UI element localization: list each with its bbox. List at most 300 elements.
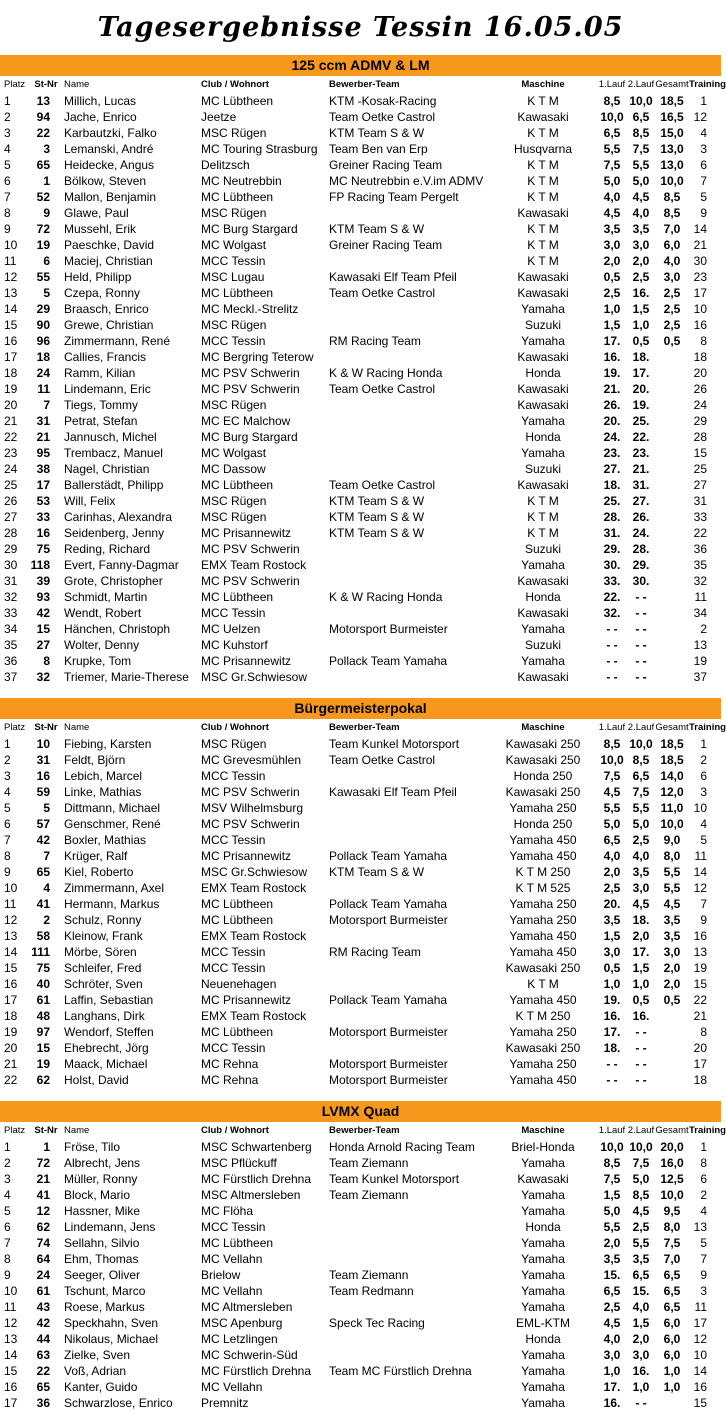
cell-machine: Kawasaki — [517, 110, 569, 124]
cell-training: 15 — [693, 977, 707, 991]
cell-start-number: 52 — [36, 190, 50, 204]
cell-platz: 28 — [4, 526, 18, 540]
cell-machine: Suzuki — [524, 462, 562, 476]
cell-training: 10 — [693, 302, 707, 316]
table-row — [0, 509, 721, 525]
cell-run-1: 4,0 — [603, 1332, 621, 1346]
cell-run-1: 2,0 — [603, 865, 621, 879]
table-row — [0, 848, 721, 864]
table-row — [0, 109, 721, 125]
cell-platz: 34 — [4, 622, 18, 636]
cell-platz: 3 — [4, 1172, 11, 1186]
cell-training: 21 — [693, 1009, 707, 1023]
cell-total — [655, 653, 689, 669]
cell-run-2: 4,0 — [632, 1300, 650, 1314]
cell-run-2: 23. — [632, 446, 650, 460]
cell-run-2: 30. — [632, 574, 650, 588]
cell-platz: 13 — [4, 1332, 18, 1346]
cell-training: 28 — [693, 430, 707, 444]
cell-run-1: 3,5 — [603, 1252, 621, 1266]
cell-total — [655, 413, 689, 429]
table-row — [0, 880, 721, 896]
cell-run-1: 8,5 — [603, 1156, 621, 1170]
cell-club: MSC Altmersleben — [201, 1188, 301, 1202]
cell-run-1: 29. — [603, 542, 621, 556]
cell-name: Genschmer, René — [64, 817, 161, 831]
cell-training: 17 — [693, 286, 707, 300]
cell-machine: Yamaha — [521, 1236, 565, 1250]
cell-name: Block, Mario — [64, 1188, 131, 1202]
table-row — [0, 736, 721, 752]
table-row — [0, 141, 721, 157]
cell-team — [329, 397, 489, 413]
column-header-machine: Maschine — [521, 1125, 565, 1136]
cell-platz: 3 — [4, 126, 11, 140]
cell-platz: 12 — [4, 1316, 18, 1330]
cell-training: 2 — [700, 622, 707, 636]
cell-name: Krüger, Ralf — [64, 849, 128, 863]
cell-training: 16 — [693, 929, 707, 943]
cell-name: Maack, Michael — [64, 1057, 148, 1071]
cell-machine: Honda — [525, 590, 561, 604]
cell-machine: Yamaha — [521, 1252, 565, 1266]
cell-start-number: 75 — [36, 961, 50, 975]
cell-run-1: 10,0 — [600, 110, 624, 124]
cell-name: Lindemann, Eric — [64, 382, 151, 396]
cell-machine: Suzuki — [524, 318, 562, 332]
column-header-training: Training — [689, 722, 726, 733]
cell-run-1: 1,0 — [603, 302, 621, 316]
cell-total — [655, 1056, 689, 1072]
cell-platz: 2 — [4, 753, 11, 767]
cell-platz: 35 — [4, 638, 18, 652]
cell-total — [655, 397, 689, 413]
cell-run-1: 10,0 — [600, 1140, 624, 1154]
cell-club: MSC Rügen — [201, 510, 267, 524]
cell-training: 18 — [693, 350, 707, 364]
cell-machine: Yamaha — [521, 654, 565, 668]
cell-run-1: 7,5 — [603, 158, 621, 172]
cell-name: Czepa, Ronny — [64, 286, 141, 300]
cell-machine: Kawasaki — [517, 478, 569, 492]
cell-name: Hassner, Mike — [64, 1204, 141, 1218]
column-header-run-2: 2.Lauf — [627, 1125, 655, 1136]
cell-run-1: - - — [606, 670, 618, 684]
cell-start-number: 21 — [36, 430, 50, 444]
cell-run-1: 8,5 — [603, 737, 621, 751]
cell-platz: 7 — [4, 1236, 11, 1250]
table-row — [0, 896, 721, 912]
cell-total: 7,0 — [663, 1252, 681, 1266]
cell-name: Ramm, Kilian — [64, 366, 136, 380]
cell-machine: Honda — [525, 366, 561, 380]
cell-team — [329, 413, 489, 429]
cell-run-2: 15. — [632, 1284, 650, 1298]
cell-total: 9,0 — [663, 833, 681, 847]
cell-run-1: 10,0 — [600, 753, 624, 767]
cell-name: Held, Philipp — [64, 270, 132, 284]
cell-club: MC Prisannewitz — [201, 993, 292, 1007]
cell-training: 24 — [693, 398, 707, 412]
cell-name: Bölkow, Steven — [64, 174, 147, 188]
cell-team — [329, 1040, 489, 1056]
cell-total — [655, 621, 689, 637]
cell-name: Zimmermann, Axel — [64, 881, 165, 895]
cell-machine: Kawasaki — [517, 574, 569, 588]
cell-total: 11,0 — [660, 801, 684, 815]
cell-club: MC Flöha — [201, 1204, 254, 1218]
cell-platz: 20 — [4, 398, 18, 412]
cell-machine: Yamaha — [521, 1284, 565, 1298]
cell-training: 6 — [700, 769, 707, 783]
cell-name: Dittmann, Michael — [64, 801, 161, 815]
cell-run-1: 4,0 — [603, 190, 621, 204]
cell-total: 4,0 — [663, 254, 681, 268]
cell-platz: 16 — [4, 1380, 18, 1394]
cell-name: Heidecke, Angus — [64, 158, 155, 172]
cell-machine: Kawasaki — [517, 206, 569, 220]
cell-team — [329, 800, 489, 816]
cell-start-number: 5 — [43, 801, 50, 815]
cell-platz: 31 — [4, 574, 18, 588]
section-title: LVMX Quad — [0, 1101, 721, 1122]
cell-run-2: 2,0 — [632, 1332, 650, 1346]
cell-total — [655, 1008, 689, 1024]
cell-machine: Yamaha 450 — [509, 929, 577, 943]
cell-run-2: 17. — [632, 945, 650, 959]
cell-machine: Yamaha — [521, 622, 565, 636]
table-row — [0, 960, 721, 976]
cell-training: 20 — [693, 1041, 707, 1055]
cell-platz: 8 — [4, 849, 11, 863]
cell-machine: Honda — [525, 1220, 561, 1234]
cell-team: Motorsport Burmeister — [329, 913, 448, 927]
cell-run-1: 16. — [603, 350, 621, 364]
cell-name: Ehm, Thomas — [64, 1252, 139, 1266]
cell-machine: Kawasaki — [517, 270, 569, 284]
cell-total: 16,0 — [660, 1156, 684, 1170]
table-row — [0, 816, 721, 832]
cell-start-number: 16 — [36, 769, 50, 783]
cell-machine: Yamaha — [521, 1300, 565, 1314]
section-title: Bürgermeisterpokal — [0, 698, 721, 719]
cell-club: MC Prisannewitz — [201, 849, 292, 863]
cell-training: 1 — [700, 737, 707, 751]
cell-platz: 3 — [4, 769, 11, 783]
column-header-name: Name — [64, 1125, 90, 1136]
cell-total: 8,5 — [663, 206, 681, 220]
cell-run-1: 7,5 — [603, 769, 621, 783]
cell-training: 36 — [693, 542, 707, 556]
cell-total: 10,0 — [660, 1188, 684, 1202]
cell-start-number: 42 — [36, 833, 50, 847]
cell-run-2: 7,5 — [632, 142, 650, 156]
cell-training: 17 — [693, 1316, 707, 1330]
cell-training: 20 — [693, 366, 707, 380]
cell-total — [655, 541, 689, 557]
cell-start-number: 5 — [43, 286, 50, 300]
cell-platz: 2 — [4, 1156, 11, 1170]
cell-machine: Kawasaki — [517, 286, 569, 300]
cell-club: Delitzsch — [201, 158, 250, 172]
table-row — [0, 125, 721, 141]
cell-run-1: 4,0 — [603, 849, 621, 863]
cell-total — [655, 1040, 689, 1056]
cell-total: 7,5 — [663, 1236, 681, 1250]
table-row — [0, 912, 721, 928]
table-row — [0, 605, 721, 621]
cell-start-number: 43 — [36, 1300, 50, 1314]
cell-club: EMX Team Rostock — [201, 929, 307, 943]
cell-club: MCC Tessin — [201, 254, 266, 268]
cell-platz: 27 — [4, 510, 18, 524]
table-row — [0, 173, 721, 189]
table-row — [0, 621, 721, 637]
cell-team: KTM Team S & W — [329, 126, 425, 140]
cell-platz: 26 — [4, 494, 18, 508]
cell-platz: 29 — [4, 542, 18, 556]
cell-start-number: 7 — [43, 398, 50, 412]
table-row — [0, 301, 721, 317]
column-header-name: Name — [64, 79, 90, 90]
cell-team: KTM Team S & W — [329, 526, 425, 540]
cell-platz: 1 — [4, 94, 11, 108]
table-row — [0, 573, 721, 589]
cell-team: Pollack Team Yamaha — [329, 849, 448, 863]
column-header-team: Bewerber-Team — [329, 1125, 400, 1136]
cell-run-2: 6,5 — [632, 1268, 650, 1282]
cell-name: Schröter, Sven — [64, 977, 143, 991]
cell-name: Linke, Mathias — [64, 785, 142, 799]
cell-machine: Yamaha 250 — [509, 913, 577, 927]
cell-platz: 22 — [4, 1073, 18, 1087]
cell-run-2: 5,5 — [632, 801, 650, 815]
cell-training: 31 — [693, 494, 707, 508]
cell-training: 7 — [700, 897, 707, 911]
cell-machine: Kawasaki 250 — [505, 737, 581, 751]
cell-team: K & W Racing Honda — [329, 590, 443, 604]
table-row — [0, 1395, 721, 1411]
cell-club: MC Letzlingen — [201, 1332, 278, 1346]
table-row — [0, 1363, 721, 1379]
cell-machine: Yamaha — [521, 446, 565, 460]
table-row — [0, 349, 721, 365]
table-row — [0, 365, 721, 381]
cell-platz: 15 — [4, 318, 18, 332]
cell-start-number: 94 — [36, 110, 50, 124]
cell-name: Kanter, Guido — [64, 1380, 138, 1394]
cell-platz: 21 — [4, 1057, 18, 1071]
cell-platz: 20 — [4, 1041, 18, 1055]
cell-training: 13 — [693, 945, 707, 959]
cell-machine: Yamaha — [521, 1396, 565, 1410]
cell-name: Speckhahn, Sven — [64, 1316, 159, 1330]
table-row — [0, 1024, 721, 1040]
column-header-total: Gesamt — [655, 722, 689, 733]
cell-start-number: 8 — [43, 654, 50, 668]
cell-platz: 18 — [4, 366, 18, 380]
cell-team: Honda Arnold Racing Team — [329, 1140, 475, 1154]
cell-run-1: 7,5 — [603, 1172, 621, 1186]
cell-start-number: 65 — [36, 158, 50, 172]
cell-run-1: 20. — [603, 414, 621, 428]
table-row — [0, 205, 721, 221]
cell-total: 6,5 — [663, 1268, 681, 1282]
cell-training: 16 — [693, 1380, 707, 1394]
cell-name: Braasch, Enrico — [64, 302, 149, 316]
cell-team — [329, 637, 489, 653]
cell-name: Lemanski, André — [64, 142, 154, 156]
cell-run-2: 2,5 — [632, 270, 650, 284]
cell-total: 15,0 — [660, 126, 684, 140]
cell-club: MSC Gr.Schwiesow — [201, 865, 308, 879]
cell-name: Müller, Ronny — [64, 1172, 138, 1186]
cell-run-2: 1,5 — [632, 961, 650, 975]
cell-team: Team MC Fürstlich Drehna — [329, 1364, 472, 1378]
cell-run-1: 32. — [603, 606, 621, 620]
cell-club: MC Bergring Teterow — [201, 350, 314, 364]
cell-run-2: 6,5 — [632, 769, 650, 783]
cell-run-1: 2,5 — [603, 881, 621, 895]
cell-platz: 10 — [4, 238, 18, 252]
cell-team: KTM -Kosak-Racing — [329, 94, 437, 108]
cell-team: Pollack Team Yamaha — [329, 993, 448, 1007]
table-row — [0, 1008, 721, 1024]
cell-name: Krupke, Tom — [64, 654, 132, 668]
cell-run-1: 0,5 — [603, 961, 621, 975]
cell-training: 3 — [700, 142, 707, 156]
cell-run-2: 16. — [632, 1364, 650, 1378]
cell-machine: Yamaha — [521, 1268, 565, 1282]
cell-run-2: 17. — [632, 366, 650, 380]
table-row — [0, 1171, 721, 1187]
cell-run-2: 1,5 — [632, 1316, 650, 1330]
table-row — [0, 1315, 721, 1331]
cell-club: MCC Tessin — [201, 833, 266, 847]
cell-platz: 6 — [4, 174, 11, 188]
table-row — [0, 1139, 721, 1155]
cell-club: MC Vellahn — [201, 1252, 263, 1266]
cell-total: 8,0 — [663, 849, 681, 863]
cell-run-1: 17. — [603, 1380, 621, 1394]
cell-run-2: 2,0 — [632, 929, 650, 943]
cell-club: MC Lübtheen — [201, 1236, 274, 1250]
cell-machine: Yamaha 450 — [509, 945, 577, 959]
cell-name: Trembacz, Manuel — [64, 446, 163, 460]
cell-run-1: 22. — [603, 590, 621, 604]
cell-name: Callies, Francis — [64, 350, 147, 364]
cell-total: 10,0 — [660, 817, 684, 831]
table-row — [0, 285, 721, 301]
cell-club: MC Vellahn — [201, 1284, 263, 1298]
cell-platz: 14 — [4, 1348, 18, 1362]
cell-club: MC Burg Stargard — [201, 430, 298, 444]
table-row — [0, 1072, 721, 1088]
cell-run-1: 6,5 — [603, 126, 621, 140]
cell-name: Lindemann, Jens — [64, 1220, 156, 1234]
cell-training: 19 — [693, 654, 707, 668]
column-header-run-2: 2.Lauf — [627, 722, 655, 733]
cell-run-2: 8,5 — [632, 753, 650, 767]
cell-club: MC Meckl.-Strelitz — [201, 302, 299, 316]
cell-run-2: - - — [635, 590, 647, 604]
cell-total: 6,0 — [663, 1348, 681, 1362]
cell-run-2: 16. — [632, 286, 650, 300]
table-row — [0, 461, 721, 477]
column-header-run-1: 1.Lauf — [598, 79, 626, 90]
cell-platz: 7 — [4, 833, 11, 847]
cell-start-number: 75 — [36, 542, 50, 556]
cell-start-number: 62 — [36, 1073, 50, 1087]
cell-club: MC Burg Stargard — [201, 222, 298, 236]
cell-training: 17 — [693, 1057, 707, 1071]
cell-team — [329, 928, 489, 944]
cell-name: Wendorf, Steffen — [64, 1025, 154, 1039]
cell-platz: 12 — [4, 270, 18, 284]
cell-total — [655, 461, 689, 477]
cell-name: Voß, Adrian — [64, 1364, 127, 1378]
cell-run-2: - - — [635, 1025, 647, 1039]
cell-run-2: 19. — [632, 398, 650, 412]
cell-start-number: 48 — [36, 1009, 50, 1023]
cell-run-2: 25. — [632, 414, 650, 428]
cell-run-2: 31. — [632, 478, 650, 492]
cell-run-2: 5,5 — [632, 1236, 650, 1250]
cell-team — [329, 976, 489, 992]
cell-training: 14 — [693, 865, 707, 879]
cell-total — [655, 429, 689, 445]
cell-run-1: 4,5 — [603, 206, 621, 220]
cell-name: Jache, Enrico — [64, 110, 137, 124]
cell-team — [329, 832, 489, 848]
cell-machine: K T M 525 — [515, 881, 571, 895]
cell-run-1: 5,0 — [603, 174, 621, 188]
table-row — [0, 992, 721, 1008]
cell-platz: 32 — [4, 590, 18, 604]
cell-start-number: 27 — [36, 638, 50, 652]
cell-club: MC Lübtheen — [201, 94, 274, 108]
cell-start-number: 72 — [36, 1156, 50, 1170]
cell-run-2: 27. — [632, 494, 650, 508]
cell-name: Triemer, Marie-Therese — [64, 670, 189, 684]
cell-total — [655, 605, 689, 621]
cell-training: 19 — [693, 961, 707, 975]
cell-training: 30 — [693, 254, 707, 268]
cell-start-number: 16 — [36, 526, 50, 540]
cell-team: Team Ben van Erp — [329, 142, 428, 156]
table-header — [0, 76, 721, 93]
cell-team: Pollack Team Yamaha — [329, 654, 448, 668]
table-row — [0, 832, 721, 848]
cell-name: Zimmermann, René — [64, 334, 171, 348]
cell-start-number: 55 — [36, 270, 50, 284]
cell-team: Speck Tec Racing — [329, 1316, 425, 1330]
cell-club: MSC Rügen — [201, 494, 267, 508]
cell-club: MC PSV Schwerin — [201, 366, 300, 380]
table-row — [0, 1283, 721, 1299]
cell-training: 22 — [693, 526, 707, 540]
cell-run-2: - - — [635, 1057, 647, 1071]
cell-total: 2,0 — [663, 961, 681, 975]
cell-start-number: 9 — [43, 206, 50, 220]
cell-team — [329, 301, 489, 317]
cell-club: MC Neutrebbin — [201, 174, 282, 188]
cell-platz: 5 — [4, 158, 11, 172]
cell-total — [655, 557, 689, 573]
cell-club: MSC Gr.Schwiesow — [201, 670, 308, 684]
cell-run-1: 33. — [603, 574, 621, 588]
cell-team — [329, 541, 489, 557]
